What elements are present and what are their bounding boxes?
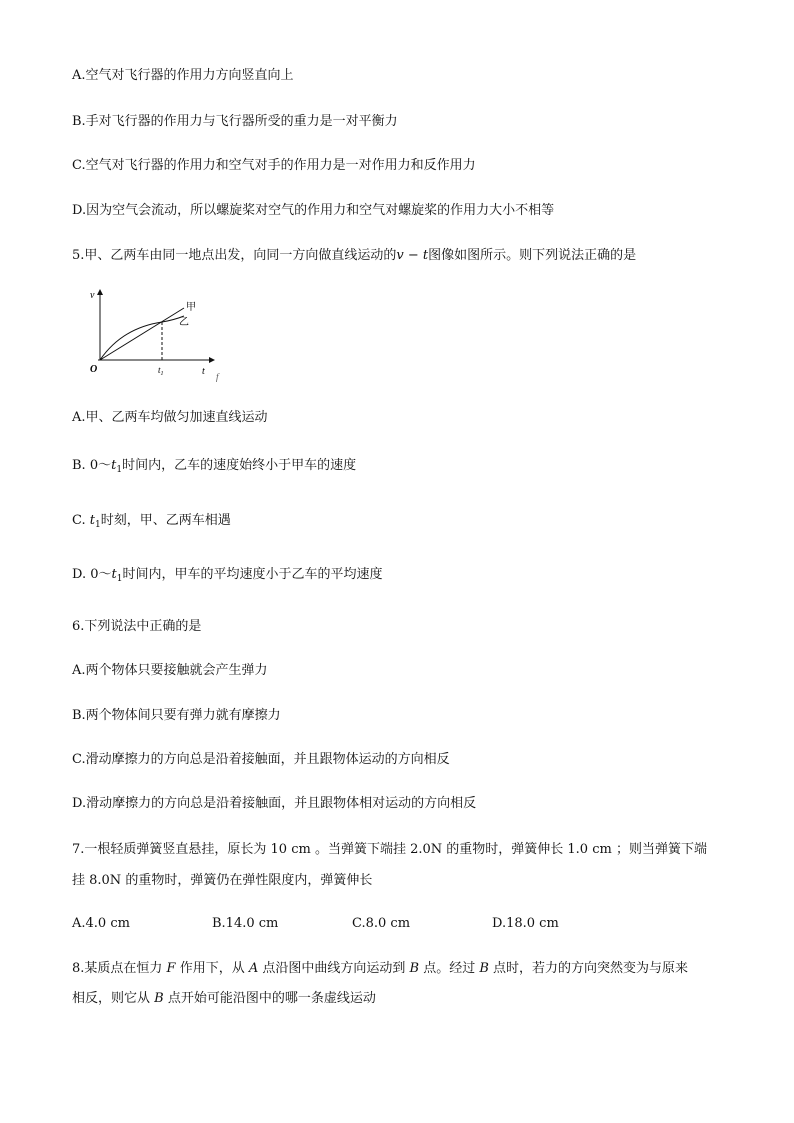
t1-label [158, 365, 164, 377]
corner-mark: f [216, 372, 219, 382]
q8-l2-B: B [154, 991, 164, 1006]
q5-vt-graph [86, 284, 226, 384]
q5-option-b-sub: 1 [116, 465, 123, 475]
q5-option-b [72, 457, 356, 479]
q5-stem-post: 图像如图所示。则下列说法正确的是 [428, 248, 637, 263]
q8-l1-a: 8.某质点在恒力 [72, 961, 167, 976]
q8-l1-d: 点。经过 [419, 961, 480, 976]
yi-label: 乙 [179, 317, 189, 328]
curve-yi [100, 316, 184, 360]
x-axis-label: t [202, 366, 205, 377]
line-jia [100, 308, 184, 360]
q8-l1-B2: B [479, 961, 489, 976]
q7-stem-line1: 7.一根轻质弹簧竖直悬挂，原长为 10 cm 。当弹簧下端挂 2.0N 的重物时，弹簧伸长 1.0 cm ；则当弹簧下端 [72, 842, 707, 857]
q5-option-a: A.甲、乙两车均做匀加速直线运动 [72, 410, 268, 425]
q5-option-d-pre: D. 0～ [72, 567, 112, 582]
origin-label: O [90, 364, 98, 375]
q6-option-c: C.滑动摩擦力的方向总是沿着接触面，并且跟物体运动的方向相反 [72, 752, 450, 767]
q7-stem-line2: 挂 8.0N 的重物时，弹簧仍在弹性限度内，弹簧伸长 [72, 873, 373, 888]
q5-option-d [72, 566, 382, 588]
q6-stem: 6.下列说法中正确的是 [72, 619, 202, 634]
t1-label-sub: 1 [160, 371, 164, 377]
q8-l1-b: 作用下，从 [175, 961, 249, 976]
q5-option-d-post: 时间内，甲车的平均速度小于乙车的平均速度 [122, 567, 383, 582]
q5-option-d-t: t [111, 567, 117, 582]
q8-l1-B: B [409, 961, 420, 976]
q5-option-c-sub: 1 [94, 520, 101, 530]
q5-stem-pre: 5.甲、乙两车由同一地点出发，向同一方向做直线运动的 [72, 248, 397, 263]
q8-l1-e: 点时，若力的方向突然变为与原来 [488, 961, 689, 976]
q8-l2-a: 相反，则它从 [72, 991, 155, 1006]
q7-option-d: D.18.0 cm [492, 916, 559, 931]
q6-option-a: A.两个物体只要接触就会产生弹力 [72, 663, 268, 678]
q6-option-b: B.两个物体间只要有弹力就有摩擦力 [72, 708, 281, 723]
q5-stem [72, 247, 636, 265]
q8-l1-c: 点沿图中曲线方向运动到 [258, 961, 410, 976]
q4-option-b: B.手对飞行器的作用力与飞行器所受的重力是一对平衡力 [72, 114, 398, 129]
q8-stem-line2 [72, 990, 376, 1008]
t1-label-t: t [158, 365, 161, 375]
q4-option-a: A.空气对飞行器的作用力方向竖直向上 [72, 68, 294, 83]
q7-option-b: B.14.0 cm [212, 916, 279, 931]
q5-option-d-sub: 1 [116, 574, 123, 584]
q5-option-b-t: t [111, 458, 117, 473]
q5-option-c-pre: C. [72, 513, 90, 528]
q4-option-c: C.空气对飞行器的作用力和空气对手的作用力是一对作用力和反作用力 [72, 158, 476, 173]
q5-option-c-t: t [89, 513, 95, 528]
q5-option-b-post: 时间内，乙车的速度始终小于甲车的速度 [122, 458, 357, 473]
jia-label: 甲 [186, 302, 196, 313]
q5-option-c [72, 512, 231, 534]
q5-vt-graph-svg [86, 284, 226, 384]
y-axis-label: v [90, 290, 95, 301]
q7-option-a: A.4.0 cm [72, 916, 130, 931]
q7-options [72, 915, 732, 933]
q4-option-d: D.因为空气会流动，所以螺旋桨对空气的作用力和空气对螺旋桨的作用力大小不相等 [72, 203, 555, 218]
q6-option-d: D.滑动摩擦力的方向总是沿着接触面，并且跟物体相对运动的方向相反 [72, 796, 477, 811]
q8-l1-F: F [166, 961, 176, 976]
q8-l1-A: A [248, 961, 259, 976]
q8-stem-line1 [72, 960, 688, 978]
q8-l2-b: 点开始可能沿图中的哪一条虚线运动 [163, 991, 376, 1006]
q5-option-b-pre: B. 0～ [72, 458, 112, 473]
q7-option-c: C.8.0 cm [352, 916, 411, 931]
q5-option-c-post: 时刻，甲、乙两车相遇 [100, 513, 231, 528]
q5-stem-math: v − t [396, 248, 429, 263]
